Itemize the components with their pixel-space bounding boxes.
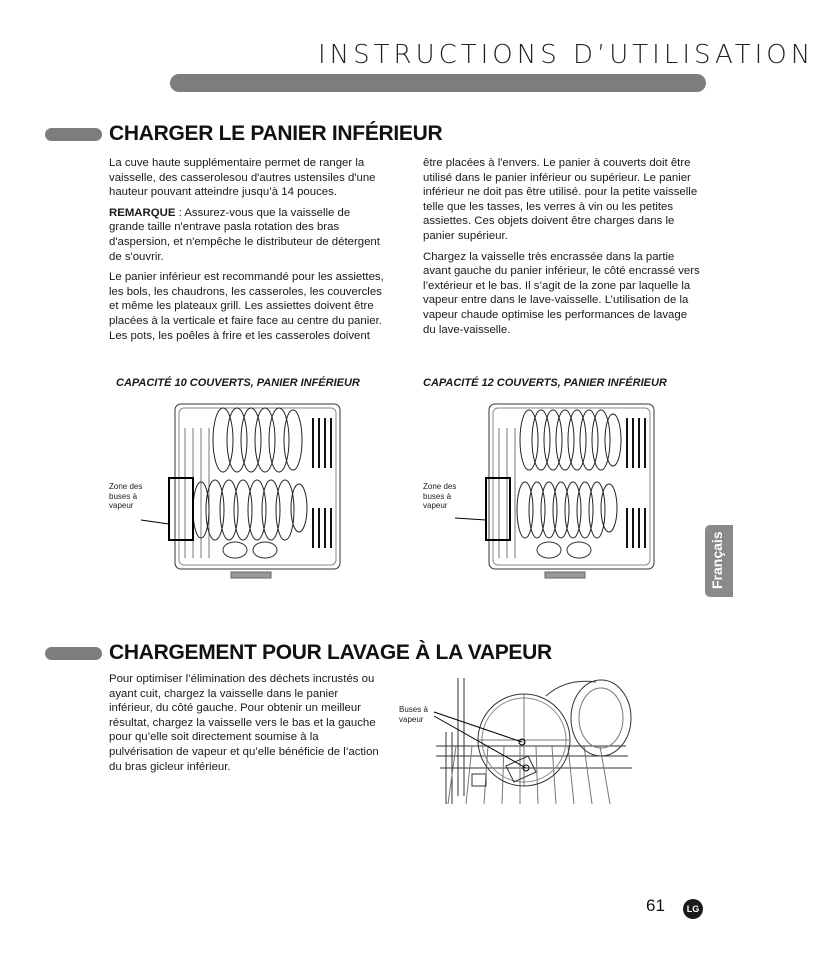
steam-nozzle-diagram [396, 676, 640, 806]
paragraph: être placées à l'envers. Le panier à couverts doit être utilisé dans le panier inférieur ou supérieur. Le panier inférieur ne doit pas être utilisé. pour la petite vaisselle telle que les tasses, les verres à vin ou les petites assiettes. Ces objets doivent être charges dans le panier supérieur. [423, 157, 698, 242]
zone-label-12: Zone des buses à vapeur [423, 482, 457, 510]
steam-nozzle-label: Buses à vapeur [399, 705, 428, 724]
paragraph: Le panier inférieur est recommandé pour les assiettes, les bols, les chaudrons, les casseroles, les couvercles et même les plateaux grill. Les assiettes doivent être placées à la verticale et faire face au centre du panier. Les pots, les poêles à frire et les casseroles doivent [109, 271, 384, 342]
lg-logo: LG [683, 899, 703, 919]
page-title: INSTRUCTIONS D’UTILISATION [318, 40, 814, 70]
language-tab-label: Français [709, 531, 725, 589]
figure-caption-12: CAPACITÉ 12 COUVERTS, PANIER INFÉRIEUR [423, 377, 667, 389]
remark-text: : Assurez-vous que la vaisselle de grande taille n'entrave pasla rotation des bras d'aspersion, et n'empêche le distributeur de détergent de s'ouvrir. [109, 206, 380, 263]
page-number: 61 [646, 896, 665, 915]
paragraph: La cuve haute supplémentaire permet de ranger la vaisselle, des casserolesou d'autres ustensiles d'une hauteur pouvant atteindre jusqu’à 14 pouces. [109, 157, 376, 199]
figure-caption-10: CAPACITÉ 10 COUVERTS, PANIER INFÉRIEUR [116, 377, 360, 389]
text-column-left [109, 156, 384, 349]
section-pill [45, 128, 102, 141]
paragraph: Pour optimiser l’élimination des déchets incrustés ou ayant cuit, chargez la vaisselle dans le panier inférieur, du côté gauche. Pour obtenir un meilleur résultat, chargez la vaisselle vers le bas et la gauche pour qu’elle soit directement soumise à la pulvérisation de vapeur et qu’elle bénéficie de l’action du bras gicleur inférieur. [109, 673, 379, 773]
paragraph: Chargez la vaisselle très encrassée dans la partie avant gauche du panier inférieur, le côté encrassé vers l’extérieur et le bas. Il s’agit de la zone par laquelle la vapeur entre dans le lave-vaisselle. L’utilisation de la vapeur chaude optimise les performances de lavage du lave-vaisselle. [423, 250, 700, 336]
title-bar [170, 74, 706, 92]
language-tab[interactable] [705, 525, 733, 597]
remark-paragraph [109, 206, 384, 264]
text-column-right [423, 156, 701, 343]
section-heading-vapeur: CHARGEMENT POUR LAVAGE À LA VAPEUR [109, 641, 552, 664]
section-pill [45, 647, 102, 660]
steam-text [109, 672, 384, 780]
zone-label-10: Zone des buses à vapeur [109, 482, 143, 510]
remark-label: REMARQUE [109, 206, 176, 219]
section-heading-panier: CHARGER LE PANIER INFÉRIEUR [109, 122, 443, 145]
